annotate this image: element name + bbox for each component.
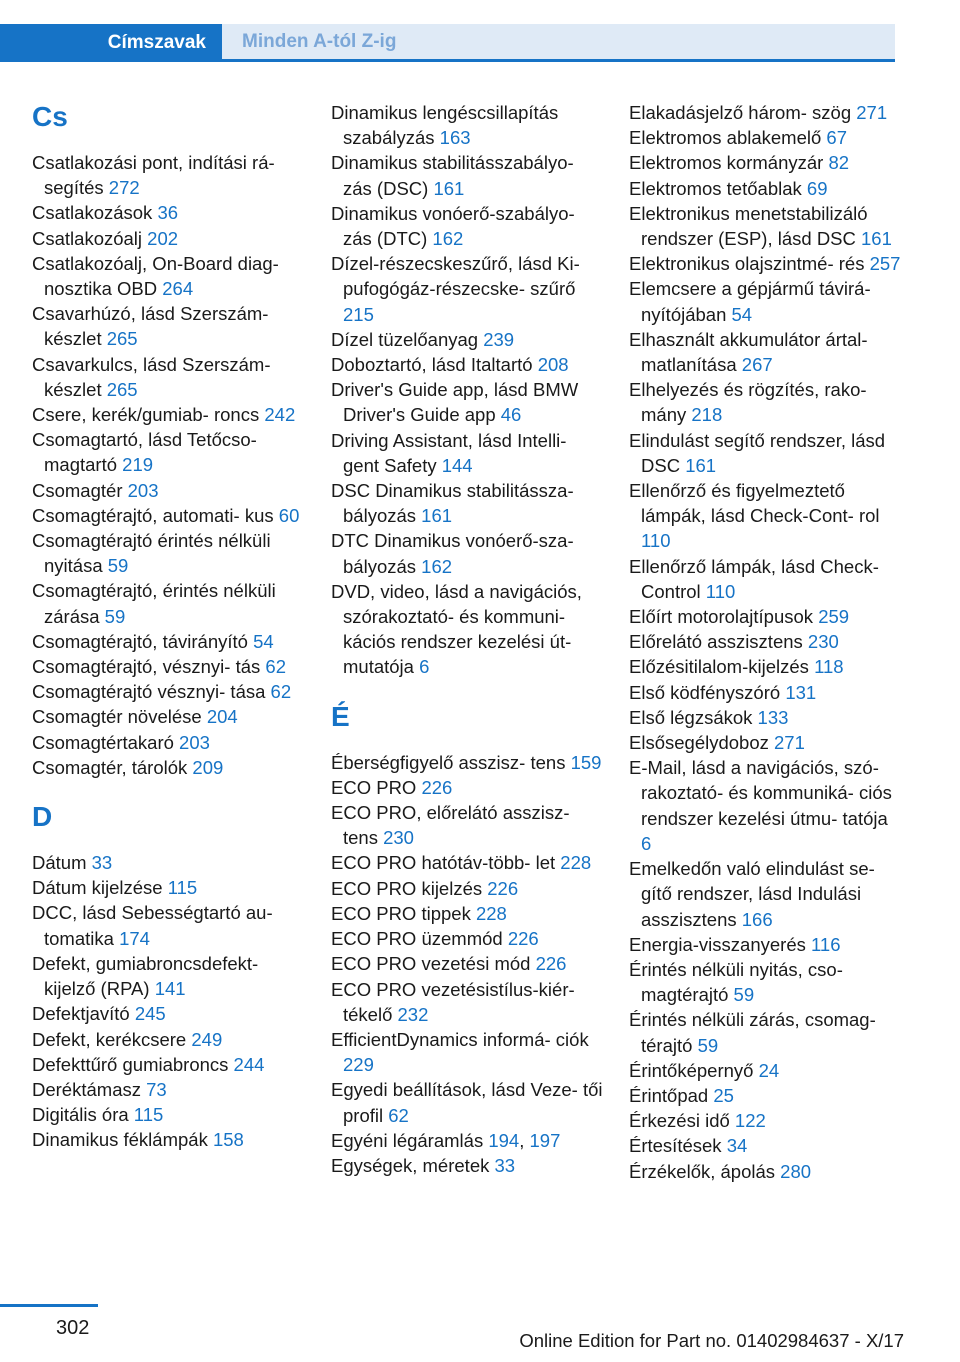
index-entry [629, 680, 901, 705]
index-entry-text: Csomagtérajtó, vésznyi- tás [32, 656, 261, 678]
page-link[interactable]: 110 [705, 580, 736, 602]
index-entry-text: Energia-visszanyerés [629, 933, 806, 955]
index-entry [32, 301, 302, 351]
index-entry-text: Csomagtartó, lásd Tetőcso- magtartó [32, 429, 257, 476]
page-link[interactable]: 197 [529, 1129, 561, 1151]
index-entry [629, 730, 901, 755]
index-entry [629, 957, 901, 1007]
index-entry-text: ECO PRO hatótáv-több- let [331, 852, 556, 874]
page-link[interactable]: 73 [146, 1078, 167, 1100]
page-link[interactable]: 25 [713, 1084, 734, 1106]
page-link[interactable]: 264 [162, 278, 194, 300]
index-entry [629, 327, 901, 377]
index-entry-text: ECO PRO kijelzés [331, 877, 483, 899]
index-entry-text: ECO PRO üzemmód [331, 928, 503, 950]
index-entry-text: Csavarkulcs, lásd Szerszám- készlet [32, 353, 271, 400]
index-entry-text: Érintés nélküli zárás, csomag- térajtó [629, 1009, 876, 1056]
index-entry [32, 755, 302, 780]
index-entry [629, 251, 901, 276]
index-entry [331, 1153, 603, 1178]
index-entry-text: Elektronikus olajszintmé- rés [629, 253, 865, 275]
index-entry [629, 150, 901, 175]
page-link[interactable]: 82 [828, 152, 850, 174]
page-link[interactable]: 218 [691, 404, 723, 426]
index-entry-text: Érzékelők, ápolás [629, 1160, 776, 1182]
page-link[interactable]: 215 [343, 303, 374, 325]
index-entry-text: Elemcsere a gépjármű távirá- nyítójában [629, 278, 871, 325]
index-entry-text: Csere, kerék/gumiab- roncs [32, 404, 260, 426]
index-entry [331, 800, 603, 850]
page-link[interactable]: 158 [212, 1129, 244, 1151]
header-rule [0, 59, 895, 62]
page-link[interactable]: 226 [487, 877, 519, 899]
page-link[interactable]: 204 [206, 706, 238, 728]
index-entry [32, 402, 302, 427]
page-link[interactable]: 110 [641, 530, 671, 552]
page-link[interactable]: 265 [106, 328, 138, 350]
index-entry [331, 579, 603, 680]
page-link[interactable]: 163 [439, 127, 471, 149]
page-link[interactable]: 226 [535, 953, 567, 975]
index-entry-text: DCC, lásd Sebességtartó au- tomatika [32, 902, 273, 949]
index-entry [331, 100, 603, 150]
index-entry [32, 478, 302, 503]
index-entry-text: Csomagtérajtó érintés nélküli nyitása [32, 530, 271, 577]
page-link[interactable]: 203 [179, 731, 210, 753]
index-entry-text: Defekt, kerékcsere [32, 1028, 187, 1050]
index-entry-text: Elhasznált akkumulátor ártal- matlanítása [629, 328, 868, 376]
index-entry-text: Elindulást segítő rendszer, lásd DSC [629, 429, 886, 476]
index-entry-text: Dinamikus vonóerő-szabályo- zás (DTC) [331, 202, 575, 250]
page-link[interactable]: 141 [154, 978, 186, 1000]
page-link[interactable]: 46 [500, 404, 522, 426]
page-link[interactable]: 271 [856, 102, 888, 123]
index-entry-text: Defekttűrő gumiabroncs [32, 1053, 229, 1075]
index-entry [32, 427, 302, 477]
index-entry [629, 201, 901, 251]
index-entry [331, 926, 603, 951]
index-entry [32, 900, 302, 950]
index-entry-text: ECO PRO vezetési mód [331, 953, 531, 975]
index-entry [331, 750, 603, 775]
index-entry [629, 1083, 901, 1108]
page-link[interactable]: 232 [397, 1003, 429, 1025]
index-entry [331, 428, 603, 478]
index-entry [32, 1077, 302, 1102]
index-entry-text: Dátum [32, 852, 87, 874]
index-entry-text: ECO PRO [331, 776, 417, 798]
index-entry-text: Defekt, gumiabroncsdefekt- kijelző (RPA) [32, 952, 259, 1000]
index-entry-text: Csomagtér [32, 479, 123, 501]
index-entry-text: Első ködfényszóró [629, 681, 781, 703]
page-link[interactable]: 60 [278, 504, 300, 526]
page-link[interactable]: 229 [343, 1054, 374, 1076]
index-entry-text: Csatlakozóalj, On-Board diag- nosztika OBD [32, 252, 279, 300]
page-link[interactable]: 166 [741, 908, 773, 930]
page-link[interactable]: 115 [133, 1104, 164, 1126]
index-entry-text: Csomagtértakaró [32, 731, 174, 753]
page-link[interactable]: 54 [253, 630, 274, 652]
page-link[interactable]: 24 [758, 1059, 780, 1081]
index-entry [629, 428, 901, 478]
index-entry [32, 679, 302, 704]
page-link[interactable]: 208 [537, 354, 569, 376]
index-entry-text: Dízel-részecskeszűrő, lásd Ki- pufogógáz-részecske- szűrő [331, 253, 580, 300]
tab-a-to-z[interactable]: Minden A-tól Z-ig [222, 24, 895, 59]
index-entry [629, 377, 901, 427]
index-entry [331, 977, 603, 1027]
index-entry [629, 755, 901, 856]
page-link[interactable]: 33 [494, 1154, 516, 1176]
index-entry-text: Előzésitilalom-kijelzés [629, 656, 809, 678]
index-entry [331, 327, 603, 352]
index-entry [629, 604, 901, 629]
page-link[interactable]: 122 [734, 1110, 766, 1132]
index-entry-text: DSC Dinamikus stabilitássza- bályozás [331, 480, 574, 527]
page-link[interactable]: 118 [814, 656, 844, 678]
page-link[interactable]: 69 [806, 177, 828, 199]
index-entry-text: Csatlakozóalj [32, 227, 143, 249]
index-entry [629, 554, 901, 604]
section-letter: D [32, 801, 53, 833]
index-entry-text: ECO PRO, előrelátó asszisz- tens [331, 802, 570, 849]
index-entry-text: Elsősegélydoboz [629, 732, 769, 754]
index-entry-text: Dinamikus féklámpák [32, 1129, 208, 1151]
index-entry [32, 578, 302, 628]
index-entry [32, 730, 302, 755]
section-letter: É [331, 700, 350, 732]
index-entry-text: Érintőpad [629, 1084, 709, 1106]
page-link[interactable]: 219 [122, 454, 154, 476]
section-letter: Cs [32, 101, 68, 132]
index-entry [331, 478, 603, 528]
page-link[interactable]: 209 [192, 756, 224, 778]
index-entry-text: Elakadásjelző három- szög [629, 102, 852, 123]
index-entry-text: Éberségfigyelő asszisz- tens [331, 751, 566, 773]
index-entry [331, 951, 603, 976]
page-link[interactable]: 59 [104, 605, 126, 627]
index-entry-text: Csatlakozások [32, 202, 153, 224]
index-entry [331, 1077, 603, 1127]
index-entry-text: Egyéni légáramlás [331, 1129, 484, 1151]
page-link[interactable]: 6 [419, 656, 430, 678]
page-link[interactable]: 162 [432, 228, 464, 250]
page-link[interactable]: 161 [685, 454, 717, 476]
page-link[interactable]: 226 [507, 928, 539, 950]
index-entry-text: Csavarhúzó, lásd Szerszám- készlet [32, 303, 269, 350]
index-entry [32, 352, 302, 402]
index-entry [629, 1007, 901, 1057]
page-link[interactable]: 228 [560, 852, 592, 874]
index-entry-text: ECO PRO vezetésistílus-kiér- tékelő [331, 978, 575, 1025]
index-entry [32, 1027, 302, 1052]
page-number: 302 [56, 1317, 90, 1339]
index-entry [32, 528, 302, 578]
page-link[interactable]: 257 [869, 253, 901, 275]
index-entry [629, 478, 901, 554]
index-entry [331, 201, 603, 251]
index-entry-text: Dátum kijelzése [32, 877, 163, 899]
index-entry-text: Érintőképernyő [629, 1059, 754, 1081]
index-entry [331, 901, 603, 926]
index-entry [629, 932, 901, 957]
index-entry-text: Csomagtérajtó, távirányító [32, 630, 248, 652]
index-entry [331, 876, 603, 901]
page-link[interactable]: 133 [757, 706, 789, 728]
page-link[interactable]: 62 [270, 681, 292, 703]
index-entry-text: Ellenőrző lámpák, lásd Check-Control [629, 555, 879, 602]
tab-keywords[interactable]: Címszavak [0, 24, 222, 62]
index-entry [629, 125, 901, 150]
index-entry-text: Csomagtérajtó, érintés nélküli zárása [32, 580, 276, 627]
edition-note: Online Edition for Part no. 01402984637 - X/17 [519, 1330, 904, 1351]
index-entry-text: Digitális óra [32, 1104, 129, 1126]
page-link[interactable]: 62 [388, 1104, 409, 1126]
index-entry [32, 1102, 302, 1127]
index-entry [629, 276, 901, 326]
index-entry-text: Érintés nélküli nyitás, cso- magtérajtó [629, 958, 843, 1006]
page-link[interactable]: 144 [441, 454, 473, 476]
index-entry [331, 775, 603, 800]
index-entry [629, 1133, 901, 1158]
index-entry [331, 352, 603, 377]
page-link[interactable]: 228 [475, 902, 507, 924]
index-entry-text: Elektromos tetőablak [629, 177, 802, 199]
page-link[interactable]: 267 [741, 354, 773, 376]
index-entry-text: Egyedi beállítások, lásd Veze- tői profil [331, 1079, 603, 1126]
index-entry-text: Elektronikus menetstabilizáló rendszer (ESP), lásd DSC [629, 202, 868, 250]
index-entry-text: Elektromos kormányzár [629, 152, 824, 174]
index-entry [629, 629, 901, 654]
index-entry [629, 1058, 901, 1083]
index-entry [32, 850, 302, 875]
index-entry-text: Csatlakozási pont, indítási rá- segítés [32, 152, 275, 199]
index-entry [32, 654, 302, 679]
index-entry [32, 251, 302, 301]
index-entry-text: Csomagtér, tárolók [32, 756, 188, 778]
index-entry-text: ECO PRO tippek [331, 902, 471, 924]
index-entry [629, 705, 901, 730]
index-column-2 [331, 100, 603, 1178]
index-entry-text: Dinamikus lengéscsillapítás szabályzás [331, 102, 559, 149]
index-entry [32, 704, 302, 729]
page-link[interactable]: 161 [861, 228, 892, 250]
page-link[interactable]: 271 [774, 732, 805, 754]
index-entry [629, 1108, 901, 1133]
index-entry-text: Előrelátó asszisztens [629, 631, 803, 653]
index-entry-text: DVD, video, lásd a navigációs, szórakoztató- és kommuni- kációs rendszer kezelési út- mutatója [331, 580, 582, 678]
header-tabs [0, 24, 895, 62]
index-entry-text: Csomagtérajtó vésznyi- tása [32, 681, 266, 703]
index-entry-text: Doboztartó, lásd Italtartó [331, 354, 533, 376]
index-entry-text: EfficientDynamics informá- ciók [331, 1028, 589, 1050]
index-entry [629, 654, 901, 679]
index-column-1 [32, 100, 302, 1153]
index-entry-text: Defektjavító [32, 1003, 130, 1025]
index-entry [32, 150, 302, 200]
index-entry [32, 200, 302, 225]
index-entry-text: Előírt motorolajtípusok [629, 606, 814, 628]
index-entry-text: Emelkedőn való elindulást se- gítő rendszer, lásd Indulási asszisztens [629, 858, 875, 930]
page-link[interactable]: 59 [733, 984, 755, 1006]
page-link[interactable]: 239 [483, 328, 515, 350]
page-link[interactable]: 62 [265, 656, 286, 678]
index-entry [32, 226, 302, 251]
index-entry [629, 176, 901, 201]
page-link[interactable]: 54 [731, 303, 753, 325]
index-entry-text: DTC Dinamikus vonóerő-sza- bályozás [331, 530, 574, 577]
page-link[interactable]: 6 [641, 832, 652, 854]
index-entry [331, 1027, 603, 1077]
page-link[interactable]: 272 [108, 177, 140, 199]
page-link[interactable]: 115 [167, 877, 198, 899]
page-link[interactable]: 265 [106, 378, 138, 400]
index-entry-text: E-Mail, lásd a navigációs, szó- rakoztató- és kommuniká- ciós rendszer kezelési útmu- tatója [629, 757, 892, 829]
index-entry [32, 629, 302, 654]
page-link[interactable]: 230 [807, 631, 839, 653]
page-link[interactable]: 33 [91, 852, 113, 874]
page-link[interactable]: 131 [785, 681, 817, 703]
index-entry-text: Egységek, méretek [331, 1154, 490, 1176]
index-column-3 [629, 100, 901, 1184]
index-entry-text: Driving Assistant, lásd Intelli- gent Safety [331, 429, 567, 476]
index-entry-text: Csomagtérajtó, automati- kus [32, 504, 274, 526]
page-link[interactable]: 67 [826, 127, 847, 149]
page-link[interactable]: 242 [264, 404, 296, 426]
index-entry-text: Ellenőrző és figyelmeztető lámpák, lásd Check-Cont- rol [629, 480, 880, 527]
index-entry: Egyéni légáramlás 194, 197 [331, 1129, 561, 1151]
page-link[interactable]: 259 [818, 606, 850, 628]
index-entry [32, 1127, 302, 1152]
index-entry [629, 1159, 901, 1184]
index-entry [32, 875, 302, 900]
page-link[interactable]: 230 [383, 827, 414, 849]
index-entry-text: Driver's Guide app, lásd BMW Driver's Guide app [331, 379, 579, 426]
index-entry [32, 951, 302, 1001]
page-link[interactable]: 203 [127, 479, 159, 501]
page-link[interactable]: 226 [421, 776, 453, 798]
page-link[interactable]: 59 [697, 1034, 719, 1056]
index-entry-text: Dízel tüzelőanyag [331, 328, 479, 350]
page-link[interactable]: 244 [233, 1053, 265, 1075]
index-entry [331, 377, 603, 427]
index-entry-text: Értesítések [629, 1135, 722, 1157]
page-link[interactable]: 161 [421, 505, 453, 527]
index-entry [331, 850, 603, 875]
page-link[interactable]: 59 [107, 555, 129, 577]
index-entry [331, 150, 603, 200]
page-link[interactable]: 162 [421, 555, 453, 577]
index-entry-text: Csomagtér növelése [32, 706, 202, 728]
index-entry [331, 251, 603, 327]
page-link[interactable]: 202 [147, 227, 179, 249]
page-link[interactable]: 161 [433, 177, 465, 199]
page-link[interactable]: 245 [134, 1003, 166, 1025]
index-entry [331, 528, 603, 578]
page-link[interactable]: 249 [191, 1028, 223, 1050]
index-entry [629, 100, 901, 125]
page-link[interactable]: 159 [570, 751, 602, 773]
footer-rule [0, 1304, 98, 1307]
page-link[interactable]: 116 [811, 933, 841, 955]
index-entry [32, 503, 302, 528]
index-entry [32, 1001, 302, 1026]
index-entry-text: Deréktámasz [32, 1078, 141, 1100]
index-entry-text: Érkezési idő [629, 1110, 730, 1132]
page-link[interactable]: 34 [726, 1135, 748, 1157]
page-link[interactable]: 194 [488, 1129, 520, 1151]
index-entry [629, 856, 901, 932]
page-link[interactable]: 36 [157, 202, 179, 224]
page-link[interactable]: 174 [119, 927, 150, 949]
index-entry-text: Első légzsákok [629, 706, 753, 728]
index-entry [32, 1052, 302, 1077]
index-entry-text: Dinamikus stabilitásszabályo- zás (DSC) [331, 152, 574, 199]
index-entry-text: Elhelyezés és rögzítés, rako- mány [629, 379, 867, 426]
index-entry-text: Elektromos ablakemelő [629, 127, 822, 149]
page-link[interactable]: 280 [780, 1160, 812, 1182]
